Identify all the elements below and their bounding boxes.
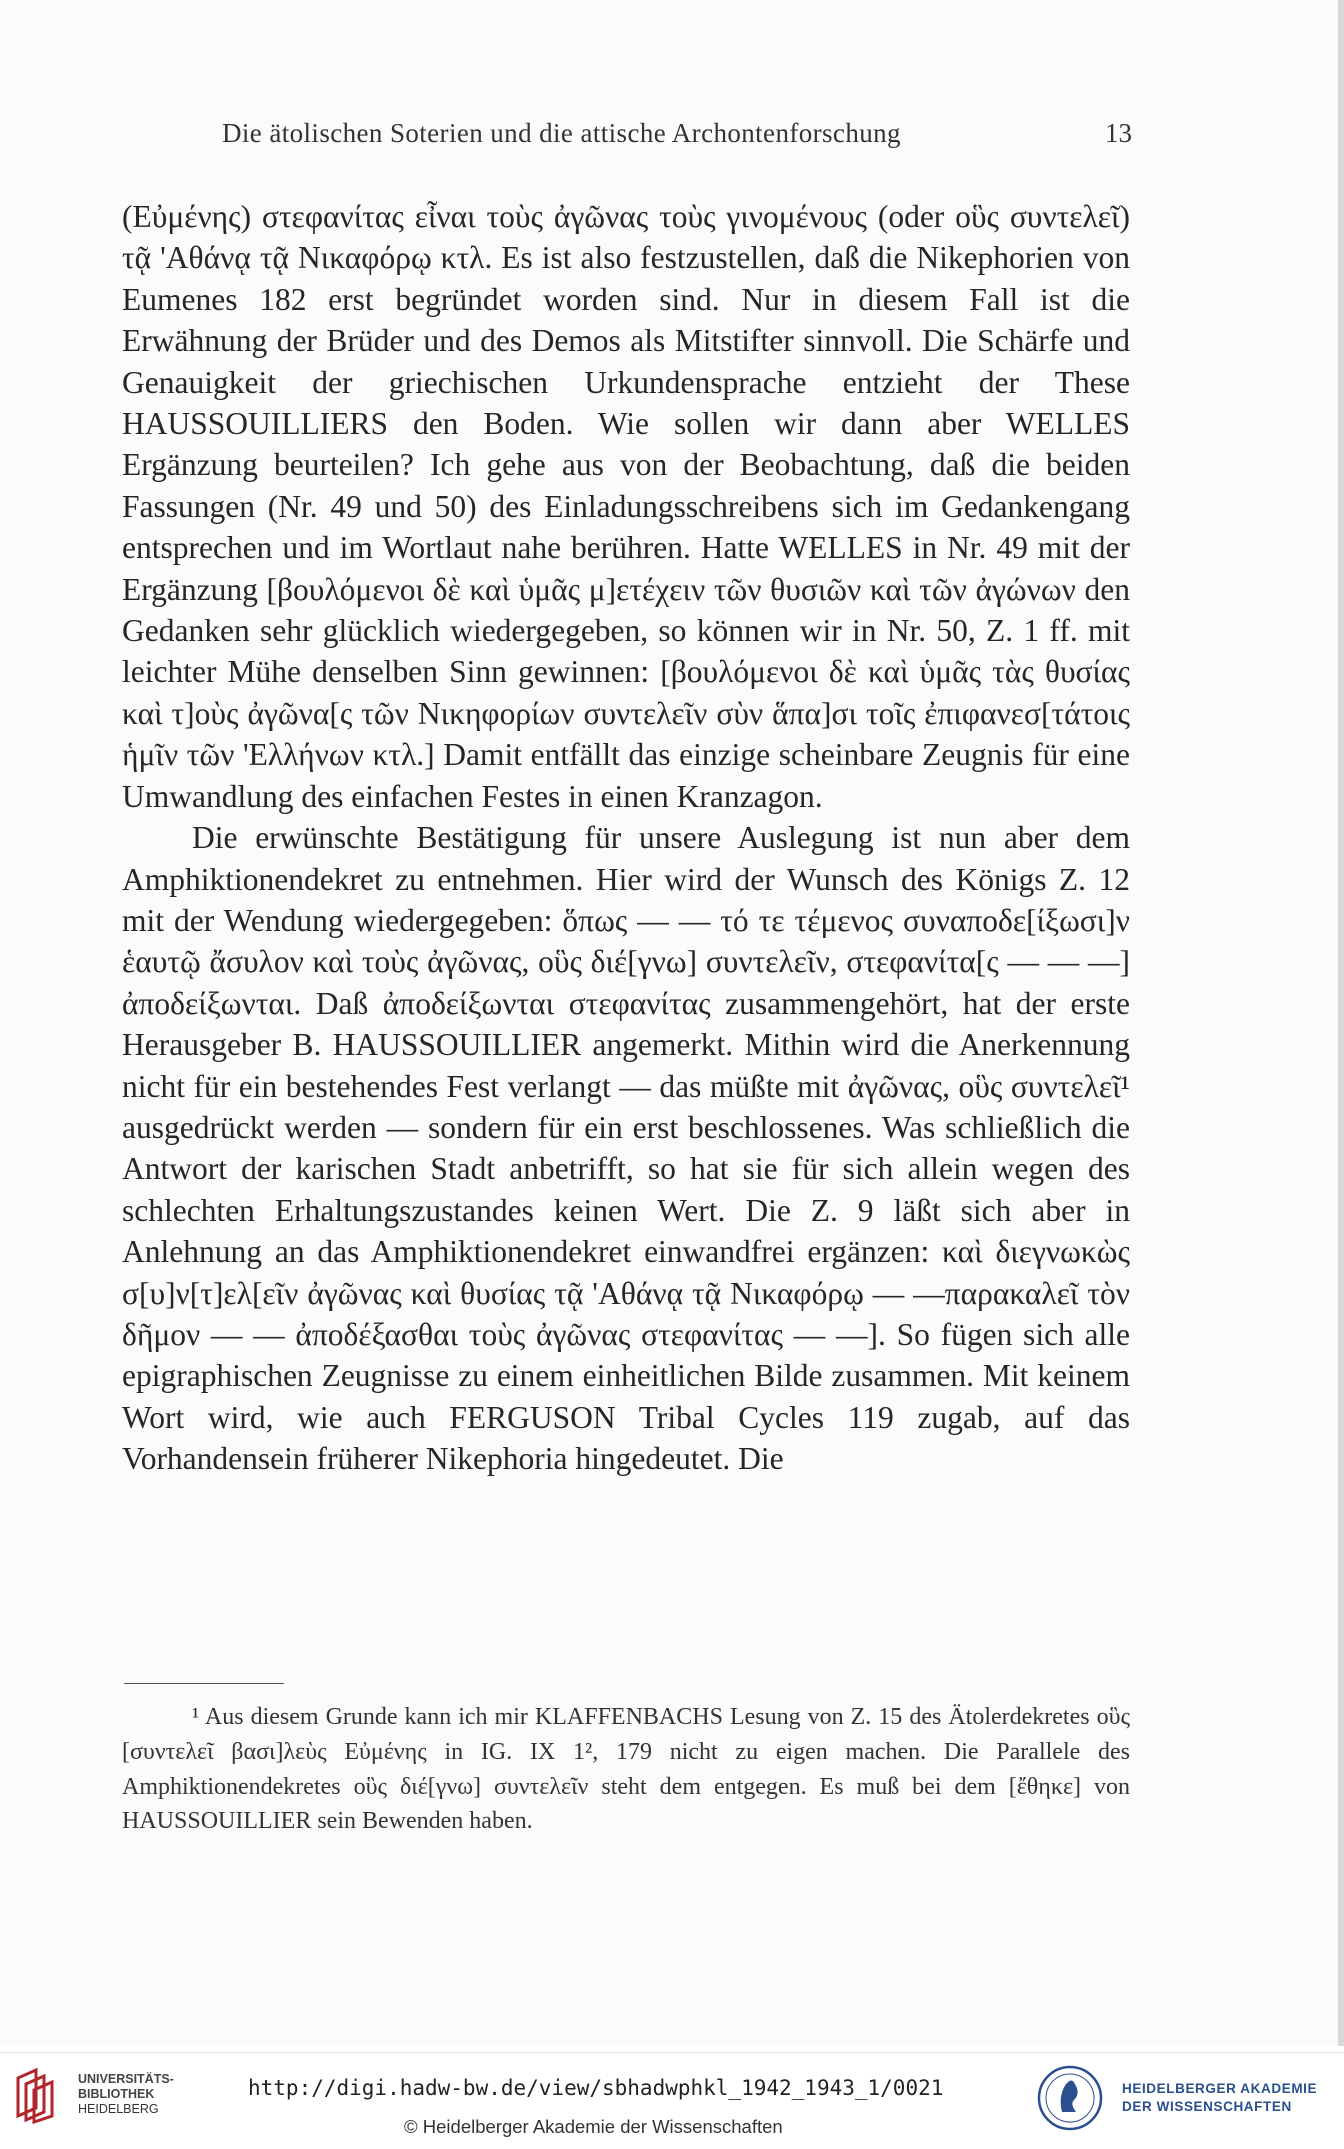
academy-seal-icon[interactable] [1036,2064,1104,2132]
footnote-divider [124,1683,284,1684]
university-library-logo-icon[interactable] [14,2066,58,2124]
page-number: 13 [1105,118,1132,148]
library-line-2: BIBLIOTHEK [78,2087,155,2101]
footnote-1: ¹ Aus diesem Grunde kann ich mir KLAFFENBACHS Lesung von Z. 15 des Ätolerdekretes οὓς [συντελεῖ βασι]λεὺς Εὐμένης in IG. IX 1², 179 nicht zu eigen machen. Die Parallele des Amphiktionendekretes οὓς διέ[γνω] συντελεῖν steht dem entgegen. Es muß bei dem [ἔθηκε] von HAUSSOUILLIER sein Bewenden haben. [122,1704,1130,1835]
copyright-notice: © Heidelberger Akademie der Wissenschaften [404,2116,783,2137]
library-line-1: UNIVERSITÄTS- [78,2072,174,2086]
permalink-url[interactable]: http://digi.hadw-bw.de/view/sbhadwphkl_1942_1943_1/0021 [248,2076,944,2100]
university-library-name [78,2072,174,2117]
paragraph-1: (Εὐμένης) στεφανίτας εἶναι τοὺς ἀγῶνας τοὺς γινομένους (oder οὓς συντελεῖ) τᾷ 'Αθάνᾳ τᾷ Νικαφόρῳ κτλ. Es ist also festzustellen, daß die Nikephorien von Eumenes 182 erst begründet worden sind. Nur in diesem Fall ist die Erwähnung der Brüder und des Demos als Mitstifter sinnvoll. Die Schärfe und Genauigkeit der griechischen Urkundensprache entzieht der These HAUSSOUILLIERS den Boden. Wie sollen wir dann aber WELLES Ergänzung beurteilen? Ich gehe aus von der Beobachtung, daß die beiden Fassungen (Nr. 49 und 50) des Einladungsschreibens sich im Gedankengang entsprechen und im Wortlaut nahe berühren. Hatte WELLES in Nr. 49 mit der Ergänzung [βουλόμενοι δὲ καὶ ὑμᾶς μ]ετέχειν τῶν θυσιῶν καὶ τῶν ἀγώνων den Gedanken sehr glücklich wiedergegeben, so können wir in Nr. 50, Z. 1 ff. mit leichter Mühe denselben Sinn gewinnen: [βουλόμενοι δὲ καὶ ὑμᾶς τὰς θυσίας καὶ τ]οὺς ἀγῶνα[ς τῶν Νικηφορίων συντελεῖν σὺν ἅπα]σι τοῖς ἐπιφανεσ[τάτοις ἡμῖν τῶν 'Ελλήνων κτλ.] Damit entfällt das einzige scheinbare Zeugnis für eine Umwandlung des einfachen Festes in einen Kranzagon. [122,199,1130,814]
paragraph-2: Die erwünschte Bestätigung für unsere Auslegung ist nun aber dem Amphiktionendekret zu entnehmen. Hier wird der Wunsch des Königs Z. 12 mit der Wendung wiedergegeben: ὅπως — — τό τε τέμενος συναποδε[ίξωσι]ν ἑαυτῷ ἄσυλον καὶ τοὺς ἀγῶνας, οὓς διέ[γνω] συντελεῖν, στεφανίτα[ς — — —] ἀποδείξωνται. Daß ἀποδείξωνται στεφανίτας zusammengehört, hat der erste Herausgeber B. HAUSSOUILLIER angemerkt. Mithin wird die Anerkennung nicht für ein bestehendes Fest verlangt — das müßte mit ἀγῶνας, οὓς συντελεῖ¹ ausgedrückt werden — sondern für ein erst beschlossenes. Was schließlich die Antwort der karischen Stadt anbetrifft, so hat sie für sich allein wegen des schlechten Erhaltungszustandes keinen Wert. Die Z. 9 läßt sich aber in Anlehnung an das Amphiktionendekret einwandfrei ergänzen: καὶ διεγνωκὼς σ[υ]ν[τ]ελ[εῖν ἀγῶνας καὶ θυσίας τᾷ 'Αθάνᾳ τᾷ Νικαφόρῳ — —παρακαλεῖ τὸν δῆμον — — ἀποδέξασθαι τοὺς ἀγῶνας στεφανίτας — —]. So fügen sich alle epigraphischen Zeugnisse zu einem einheitlichen Bilde zusammen. Mit keinem Wort wird, wie auch FERGUSON Tribal Cycles 119 zugab, auf das Vorhandensein früherer Nikephoria hingedeutet. Die [122,820,1130,1477]
academy-name [1122,2080,1317,2116]
academy-line-1: HEIDELBERGER AKADEMIE [1122,2081,1318,2096]
academy-line-2: DER WISSENSCHAFTEN [1122,2099,1292,2114]
library-line-3: HEIDELBERG [78,2102,159,2116]
running-title: Die ätolischen Soterien und die attische Archontenforschung [222,118,901,148]
running-header [222,118,1132,160]
main-text [122,196,1130,1480]
footnotes [122,1700,1130,1839]
